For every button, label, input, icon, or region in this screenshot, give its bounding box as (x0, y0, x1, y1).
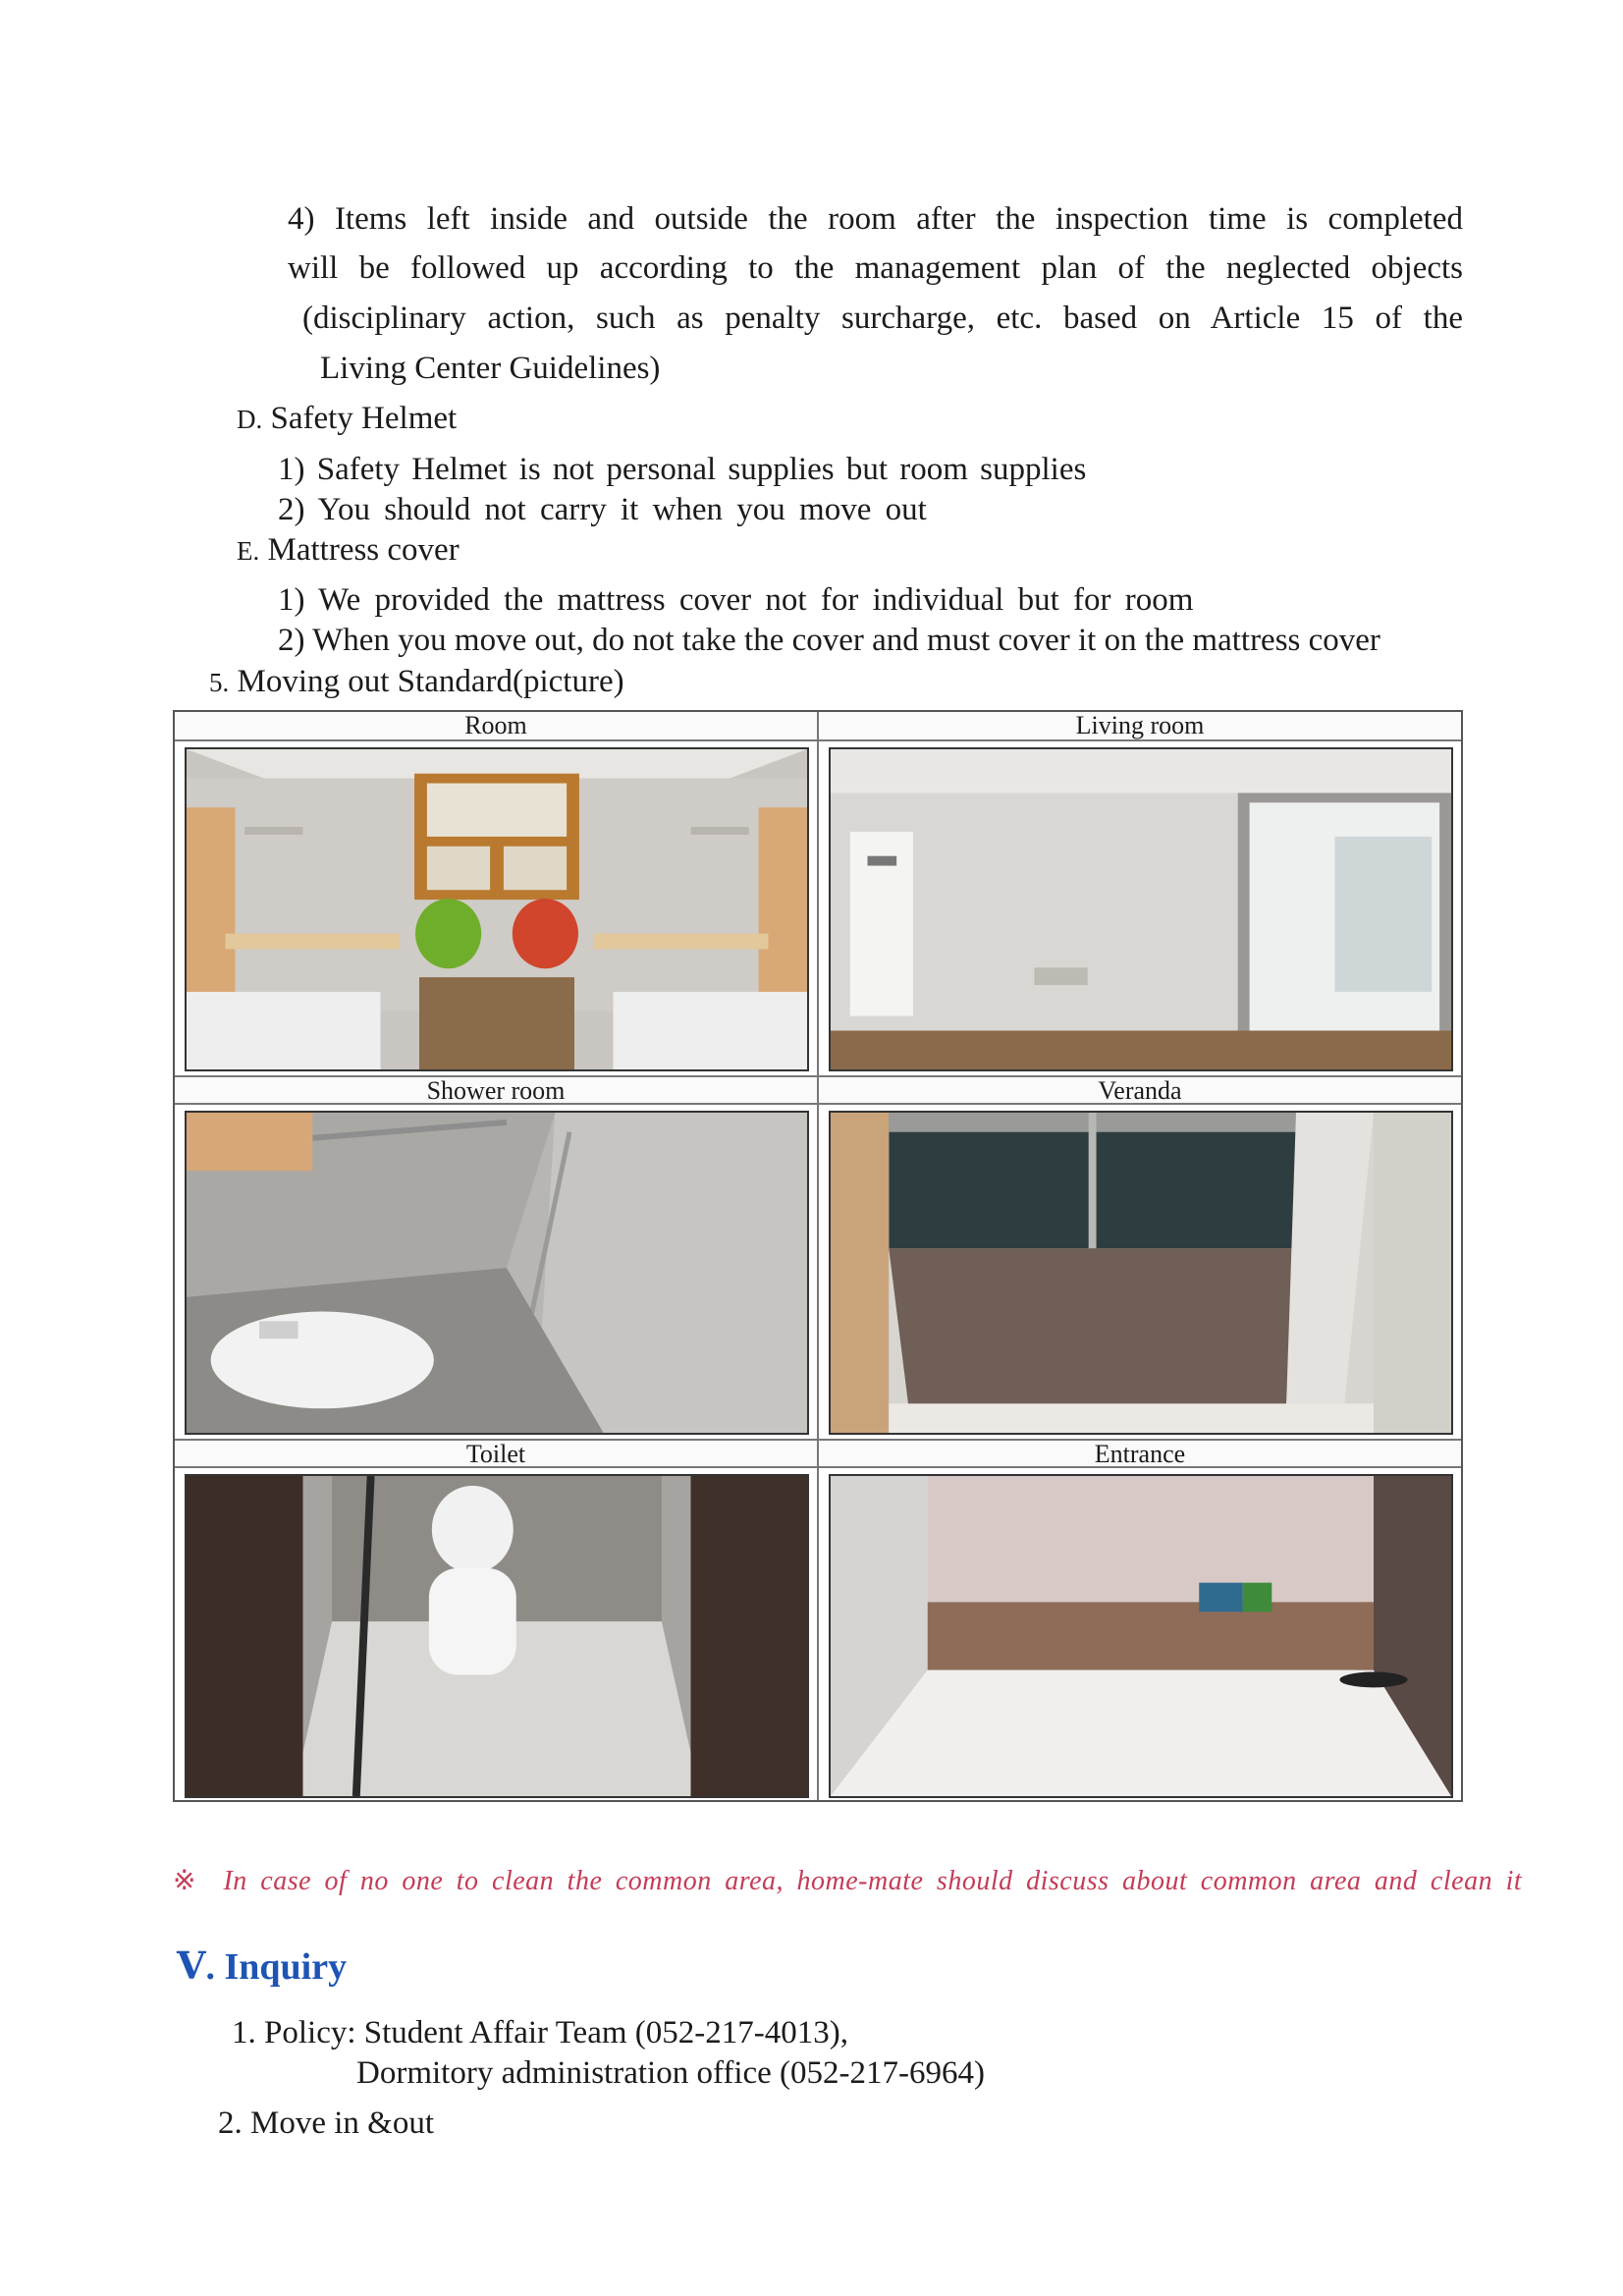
photo-cell-entrance (819, 1439, 1461, 1802)
section-d-title: Safety Helmet (270, 401, 458, 436)
reference-mark-icon: ※ (173, 1866, 196, 1896)
section-e-marker: E. (237, 536, 260, 566)
photo-cell-shower-room (175, 1075, 817, 1439)
moving-out-title: Moving out Standard(picture) (237, 664, 624, 699)
photo-veranda (829, 1111, 1453, 1435)
common-area-note (173, 1864, 1522, 1899)
moving-out-heading (209, 662, 624, 702)
section-e-item-1: 1) We provided the mattress cover not for individual but for room (278, 582, 1194, 618)
photo-table (173, 710, 1463, 1802)
photo-label-shower-room: Shower room (175, 1075, 817, 1105)
photo-living-room (829, 747, 1453, 1071)
photo-cell-veranda (819, 1075, 1461, 1439)
section-e-item-2: 2) When you move out, do not take the cover and must cover it on the mattress cover (278, 623, 1380, 658)
section-d-item-2: 2) You should not carry it when you move out (278, 492, 927, 527)
section-d-item-1: 1) Safety Helmet is not personal supplies but room supplies (278, 452, 1087, 487)
photo-label-entrance: Entrance (819, 1439, 1461, 1468)
photo-toilet (185, 1474, 809, 1798)
inquiry-move-line: 2. Move in &out (218, 2105, 434, 2141)
item4-line1: 4) Items left inside and outside the room after the inspection time is completed (288, 201, 1463, 237)
photo-label-veranda: Veranda (819, 1075, 1461, 1105)
photo-label-toilet: Toilet (175, 1439, 817, 1468)
photo-cell-toilet (175, 1439, 817, 1802)
inquiry-policy-line1: 1. Policy: Student Affair Team (052-217-4013), (232, 2015, 848, 2050)
item4-line3: (disciplinary action, such as penalty surcharge, etc. based on Article 15 of the (302, 301, 1463, 336)
photo-label-living-room: Living room (819, 712, 1461, 741)
inquiry-policy-line2: Dormitory administration office (052-217-6964) (356, 2055, 986, 2091)
photo-label-room: Room (175, 712, 817, 741)
section-d-heading (237, 399, 457, 439)
moving-out-marker: 5. (209, 668, 230, 697)
item4-line4: Living Center Guidelines) (320, 351, 661, 386)
photo-room (185, 747, 809, 1071)
section-e-heading (237, 530, 460, 571)
section-e-title: Mattress cover (267, 532, 460, 568)
photo-cell-living-room (819, 712, 1461, 1075)
section-title-inquiry: Ⅴ. Inquiry (177, 1946, 348, 1988)
section-d-marker: D. (237, 405, 263, 434)
photo-shower-room (185, 1111, 809, 1435)
item4-line2: will be followed up according to the management plan of the neglected objects (288, 250, 1463, 286)
photo-entrance (829, 1474, 1453, 1798)
photo-cell-room (175, 712, 817, 1075)
note-text: In case of no one to clean the common area, home-mate should discuss about common area and clean it (223, 1866, 1523, 1896)
